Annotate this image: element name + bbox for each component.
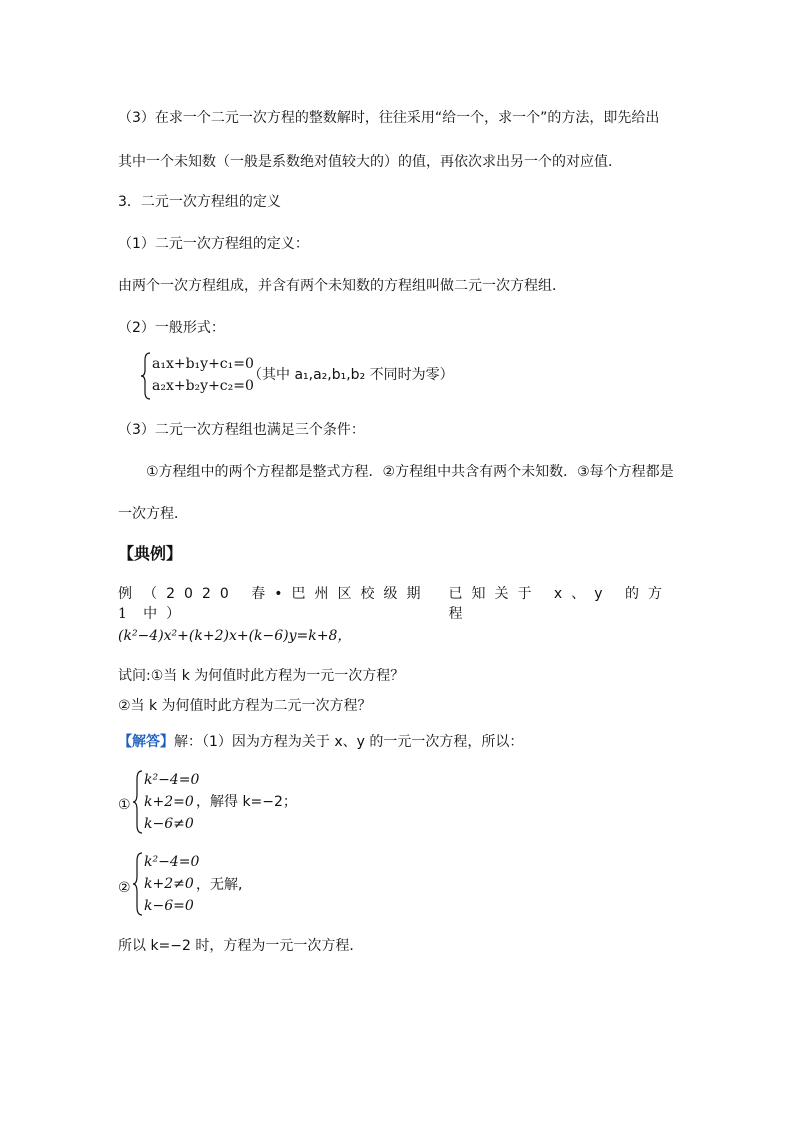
question1-text: ①当 k 为何值时此方程为一元一次方程？ bbox=[150, 668, 405, 684]
case1-row3: k−6≠0 bbox=[144, 816, 194, 832]
solution-intro-line bbox=[118, 732, 523, 752]
left-brace-icon bbox=[132, 770, 144, 834]
case2-result: ，无解, bbox=[196, 877, 243, 893]
conditions-subheading: （3）二元一次方程组也满足三个条件： bbox=[118, 422, 365, 438]
case1-marker: ① bbox=[118, 797, 131, 813]
case2-row1: k²−4=0 bbox=[144, 854, 200, 870]
left-brace-icon bbox=[132, 852, 144, 916]
section-title: 3．二元一次方程组的定义 bbox=[118, 194, 281, 210]
general-form-note: （其中 a₁,a₂,b₁,b₂ 不同时为零） bbox=[248, 367, 454, 383]
solution-intro: 解：（1）因为方程为关于 x、y 的一元一次方程，所以： bbox=[174, 734, 524, 750]
example-heading: 【典例】 bbox=[118, 544, 183, 563]
example1-source: （2020 春•巴州区校级期中） bbox=[143, 586, 430, 622]
example1-label: 例 1 bbox=[118, 586, 132, 622]
definition-subheading: （1）二元一次方程组的定义： bbox=[118, 236, 309, 252]
solution-conclusion: 所以 k=−2 时，方程为一元一次方程． bbox=[118, 938, 364, 954]
example1-equation: (k²−4)x²+(k+2)x+(k−6)y=k+8， bbox=[118, 628, 352, 644]
solution-tag: 【解答】 bbox=[118, 734, 174, 750]
case2-row2: k+2≠0 bbox=[144, 876, 194, 892]
example1-question1 bbox=[118, 666, 404, 686]
conditions-line1: ①方程组中的两个方程都是整式方程．②方程组中共含有两个未知数．③每个方程都是 bbox=[146, 464, 674, 480]
question-prefix: 试问: bbox=[118, 668, 151, 684]
example1-question2: ②当 k 为何值时此方程为二元一次方程？ bbox=[118, 698, 372, 714]
example1-stem: 已知关于 x、y 的方程 bbox=[448, 586, 671, 622]
general-form-eq1: a₁x+b₁y+c₁=0 bbox=[152, 356, 254, 372]
definition-text: 由两个一次方程组成，并含有两个未知数的方程组叫做二元一次方程组． bbox=[118, 278, 566, 294]
case1-result: ，解得 k=−2； bbox=[196, 794, 297, 810]
general-form-subheading: （2）一般形式： bbox=[118, 320, 225, 336]
general-form-eq2: a₂x+b₂y+c₂=0 bbox=[152, 378, 254, 394]
case1-row1: k²−4=0 bbox=[144, 772, 200, 788]
paragraph-integer-solutions-line2: 其中一个未知数（一般是系数绝对值较大的）的值，再依次求出另一个的对应值． bbox=[118, 154, 622, 170]
paragraph-integer-solutions-line1: （3）在求一个二元一次方程的整数解时，往往采用“给一个，求一个”的方法，即先给出 bbox=[118, 110, 660, 126]
left-brace-icon bbox=[140, 352, 152, 400]
case2-marker: ② bbox=[118, 880, 131, 896]
case2-row3: k−6=0 bbox=[144, 898, 194, 914]
example1-header bbox=[118, 584, 674, 624]
conditions-line2: 一次方程． bbox=[118, 506, 188, 522]
case1-row2: k+2=0 bbox=[144, 794, 194, 810]
